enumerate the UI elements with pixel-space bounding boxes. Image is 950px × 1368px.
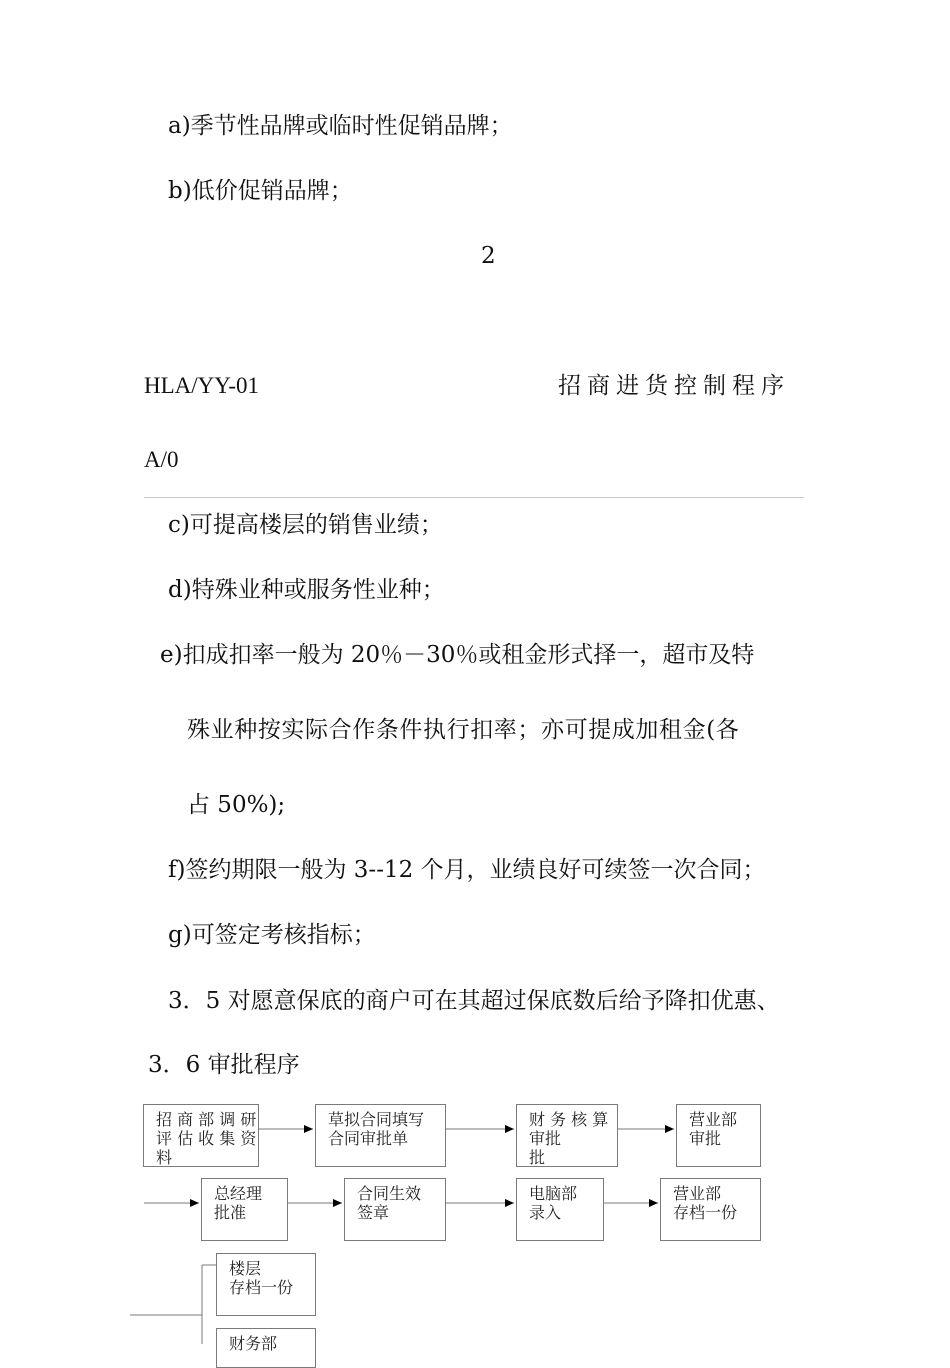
document-version: A/0 xyxy=(144,447,179,472)
list-item-a: a)季节性品牌或临时性促销品牌； xyxy=(168,113,513,139)
list-item-e-cont1: 殊业种按实际合作条件执行扣率；亦可提成加租金(各 xyxy=(187,717,740,743)
flow-box-floor-archive: 楼层 存档一份 xyxy=(216,1253,316,1316)
flow-box-draft-contract: 草拟合同填写 合同审批单 xyxy=(315,1104,446,1167)
list-item-e-cont2: 占 50%); xyxy=(187,792,286,818)
list-item-f: f)签约期限一般为 3--12 个月，业绩良好可续签一次合同； xyxy=(168,857,766,883)
list-item-b: b)低价促销品牌； xyxy=(168,178,353,204)
flow-box-it-entry: 电脑部 录入 xyxy=(516,1178,604,1241)
document-title: 招商进货控制程序 xyxy=(558,373,790,399)
list-item-g: g)可签定考核指标； xyxy=(168,922,376,948)
flow-box-investment-research: 招 商 部 调 研 评 估 收 集 资 料 xyxy=(143,1104,259,1167)
list-item-e: e)扣成扣率一般为 20％－30％或租金形式择一，超市及特 xyxy=(160,642,755,668)
section-3-6: 3．6 审批程序 xyxy=(148,1052,300,1078)
flow-box-finance-review: 财 务 核 算 审批 批 xyxy=(516,1104,618,1167)
document-code: HLA/YY-01 xyxy=(144,373,259,398)
list-item-c: c)可提高楼层的销售业绩； xyxy=(168,512,443,538)
flow-box-contract-effective: 合同生效 签章 xyxy=(344,1178,446,1241)
flow-box-operations-approval: 营业部 审批 xyxy=(676,1104,761,1167)
flow-box-gm-approval: 总经理 批准 xyxy=(201,1178,288,1241)
section-3-5: 3．5 对愿意保底的商户可在其超过保底数后给予降扣优惠、 xyxy=(168,988,780,1014)
list-item-d: d)特殊业种或服务性业种； xyxy=(168,577,445,603)
flow-box-finance-dept: 财务部 xyxy=(216,1328,316,1368)
page-number: 2 xyxy=(481,243,496,269)
flow-box-operations-archive: 营业部 存档一份 xyxy=(660,1178,761,1241)
